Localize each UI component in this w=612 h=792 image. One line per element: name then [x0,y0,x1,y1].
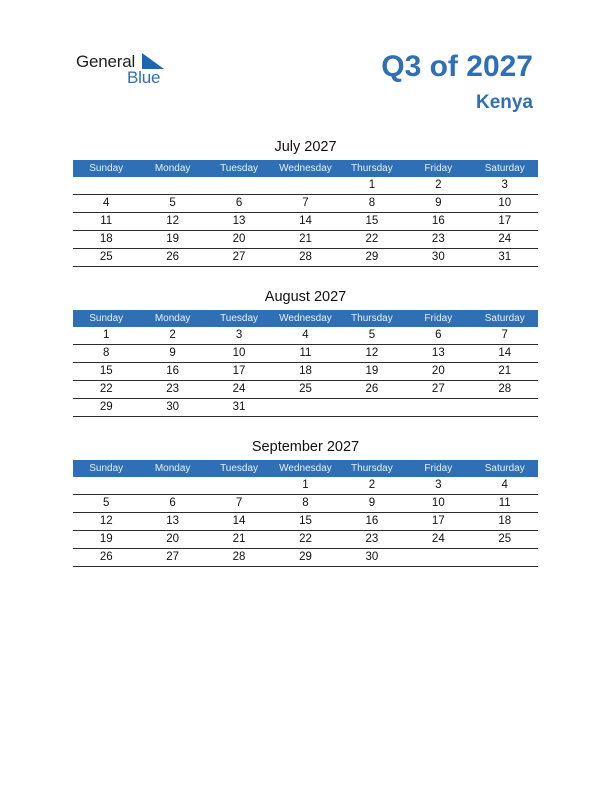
weekday-header-row [73,310,538,327]
day-cell: 25 [99,251,113,263]
day-cell: 25 [299,383,312,395]
day-cell: 7 [235,497,243,509]
day-cell: 13 [431,347,445,359]
day-cell: 8 [368,197,376,209]
day-cell: 22 [299,533,312,545]
week-row [73,249,538,267]
weekday-header: Monday [154,463,191,474]
week-row [73,327,538,345]
day-cell: 17 [232,365,246,377]
weekday-header: Thursday [351,463,393,474]
day-cell: 2 [169,329,176,341]
day-cell: 18 [299,365,312,377]
day-cell: 16 [166,365,180,377]
weekday-header: Tuesday [220,313,259,324]
day-cell: 15 [99,365,113,377]
weekday-header: Friday [424,163,453,174]
day-cell: 8 [103,347,110,359]
day-cell: 26 [365,383,379,395]
day-cell: 6 [235,197,243,209]
day-cell: 25 [498,533,512,545]
day-cell: 21 [299,233,312,245]
day-cell: 26 [166,251,180,263]
day-cell: 28 [232,551,246,563]
month-title: August 2027 [264,289,347,305]
weekday-header-row [73,460,538,477]
day-cell: 21 [232,533,246,545]
day-cell: 15 [365,215,379,227]
day-cell: 31 [498,251,512,263]
day-cell: 20 [232,233,246,245]
month-title: July 2027 [274,139,337,155]
day-cell: 10 [498,197,512,209]
day-cell: 6 [169,497,176,509]
week-row [73,231,538,249]
weekday-header: Sunday [89,163,124,174]
day-cell: 4 [501,479,508,491]
day-cell: 19 [99,533,113,545]
day-cell: 10 [431,497,445,509]
day-cell: 22 [365,233,379,245]
weekday-header: Thursday [351,313,393,324]
weekday-header: Monday [154,313,191,324]
day-cell: 3 [235,329,243,341]
logo-text-general: General [76,52,136,71]
day-cell: 9 [435,197,442,209]
day-cell: 7 [302,197,309,209]
month-calendar [73,137,538,267]
day-cell: 29 [99,401,113,413]
day-cell [405,399,471,416]
day-cell: 17 [431,515,445,527]
day-cell: 11 [100,215,113,227]
day-cell: 3 [435,479,442,491]
day-cell: 12 [166,215,180,227]
day-cell: 14 [498,347,512,359]
month-calendar [73,437,538,567]
week-row [73,495,538,513]
day-cell: 12 [365,347,379,359]
day-cell: 28 [299,251,312,263]
day-cell: 2 [435,179,442,191]
day-cell: 31 [232,401,246,413]
logo-triangle-icon [142,53,164,69]
month-calendar [73,287,538,417]
week-row [73,477,538,495]
day-cell: 28 [498,383,512,395]
day-cell: 21 [498,365,512,377]
day-cell [405,549,471,566]
day-cell: 5 [169,197,176,209]
day-cell: 30 [365,551,379,563]
day-cell: 4 [302,329,309,341]
day-cell: 27 [232,251,246,263]
day-cell: 24 [498,233,512,245]
weekday-header: Tuesday [220,463,259,474]
day-cell: 6 [435,329,442,341]
day-cell [206,477,272,494]
day-cell [206,177,272,194]
day-cell: 13 [232,215,246,227]
month-title: September 2027 [251,439,360,455]
day-cell: 14 [299,215,312,227]
weekday-header: Tuesday [220,163,259,174]
day-cell: 14 [232,515,246,527]
day-cell: 23 [431,233,445,245]
day-cell: 7 [501,329,508,341]
day-cell: 24 [232,383,246,395]
day-cell: 1 [302,479,309,491]
day-cell: 18 [498,515,512,527]
page-title: Q3 of 2027 [381,50,533,83]
day-cell: 23 [365,533,379,545]
day-cell: 19 [365,365,379,377]
day-cell: 3 [501,179,508,191]
logo-text-blue: Blue [127,68,161,87]
week-row [73,513,538,531]
day-cell: 18 [99,233,113,245]
day-cell: 30 [431,251,445,263]
day-cell: 5 [368,329,376,341]
day-cell: 1 [368,179,376,191]
day-cell: 27 [166,551,180,563]
day-cell: 19 [166,233,180,245]
day-cell: 13 [166,515,180,527]
day-cell: 11 [299,347,312,359]
day-cell: 12 [99,515,113,527]
day-cell: 16 [431,215,445,227]
page-subtitle: Kenya [475,92,533,113]
weekday-header: Wednesday [279,313,332,324]
week-row [73,363,538,381]
day-cell [272,399,338,416]
day-cell: 23 [166,383,180,395]
day-cell: 29 [299,551,312,563]
weekday-header: Saturday [484,463,525,474]
day-cell: 10 [232,347,246,359]
day-cell: 11 [498,497,511,509]
day-cell: 5 [103,497,110,509]
weekday-header: Monday [154,163,191,174]
day-cell [139,177,205,194]
day-cell [339,399,405,416]
day-cell: 29 [365,251,379,263]
day-cell: 1 [103,329,110,341]
day-cell: 15 [299,515,312,527]
day-cell [272,177,338,194]
weekday-header: Saturday [484,163,525,174]
weekday-header: Friday [424,463,453,474]
weekday-header: Wednesday [279,463,332,474]
weekday-header: Saturday [484,313,525,324]
weekday-header: Thursday [351,163,393,174]
day-cell [472,549,538,566]
weekday-header: Sunday [89,463,124,474]
day-cell: 17 [498,215,512,227]
week-row [73,195,538,213]
day-cell [73,177,139,194]
week-row [73,213,538,231]
weekday-header-row [73,160,538,177]
day-cell [472,399,538,416]
day-cell: 22 [99,383,113,395]
generalblue-logo [76,52,186,92]
day-cell: 4 [103,197,110,209]
day-cell: 20 [166,533,180,545]
day-cell [73,477,139,494]
week-row [73,399,538,417]
week-row [73,549,538,567]
day-cell: 9 [368,497,376,509]
week-row [73,345,538,363]
day-cell: 24 [431,533,445,545]
day-cell: 30 [166,401,180,413]
day-cell [139,477,205,494]
day-cell: 9 [169,347,176,359]
day-cell: 26 [99,551,113,563]
weekday-header: Wednesday [279,163,332,174]
week-row [73,177,538,195]
week-row [73,381,538,399]
day-cell: 8 [302,497,309,509]
week-row [73,531,538,549]
day-cell: 2 [368,479,376,491]
weekday-header: Sunday [89,313,124,324]
day-cell: 27 [431,383,445,395]
weekday-header: Friday [424,313,453,324]
day-cell: 20 [431,365,445,377]
day-cell: 16 [365,515,379,527]
